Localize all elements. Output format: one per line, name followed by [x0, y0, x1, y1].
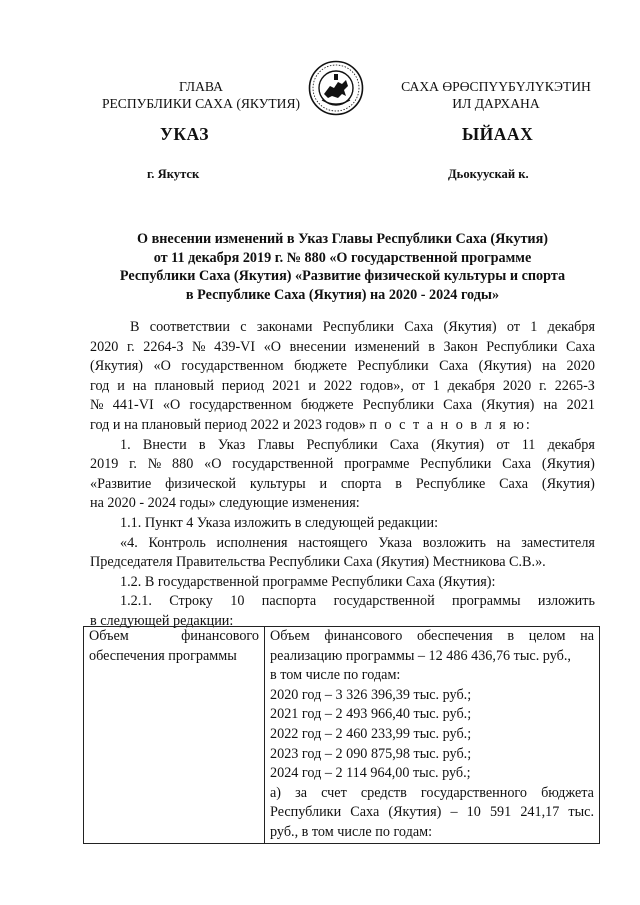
- table-cell-label: [84, 627, 265, 844]
- cell-line: Объем финансового: [89, 628, 259, 644]
- table-row: [84, 627, 600, 844]
- table-cell-value: [265, 627, 600, 844]
- cell-line: 2024 год – 2 114 964,00 тыс. руб.;: [270, 765, 471, 782]
- title-line: в Республике Саха (Якутия) на 2020 - 2024 годы»: [185, 286, 500, 303]
- financing-table: [83, 626, 600, 844]
- body-line: год и на плановый период 2022 и 2023 годов»: [90, 416, 366, 433]
- body-line: 2019 г. № 880 «О государственной программе Республики Саха (Якутия): [90, 456, 595, 473]
- body-line: 1. Внести в Указ Главы Республики Саха (Якутия) от 11 декабря: [120, 436, 595, 453]
- body-line: 1.2. В государственной программе Республики Саха (Якутия):: [120, 573, 496, 590]
- body-line: № 441-VI «О государственном бюджете Республики Саха (Якутия) на 2021: [90, 397, 595, 414]
- body-line: «Развитие физической культуры и спорта в Республике Саха (Якутия): [90, 475, 595, 492]
- cell-line: обеспечения программы: [89, 647, 237, 664]
- city-yakut: Дьокуускай к.: [448, 167, 529, 181]
- body-line: «4. Контроль исполнения настоящего Указа возложить на заместителя: [120, 534, 595, 551]
- cell-line: 2021 год – 2 493 966,40 тыс. руб.;: [270, 706, 472, 723]
- header-right-subtitle: ИЛ ДАРХАНА: [452, 96, 540, 111]
- body-line: 1.1. Пункт 4 Указа изложить в следующей редакции:: [120, 514, 439, 531]
- header-right-block: [392, 78, 600, 112]
- body-line: (Якутия) «О государственном бюджете Республики Саха (Якутия) на 2020: [90, 358, 595, 375]
- body-line-with-decree: [90, 416, 595, 436]
- body-line: 1.2.1. Строку 10 паспорта государственной программы изложить: [120, 593, 595, 610]
- decree-label-yakut: ЫЙААХ: [462, 124, 534, 144]
- cell-line: в том числе по годам:: [270, 667, 401, 684]
- body-line: год и на плановый период 2021 и 2022 годов», от 1 декабря 2020 г. 2265-З: [90, 377, 595, 394]
- decree-title: [90, 230, 595, 304]
- header-right-title: САХА ӨРӨСПҮҮБҮЛҮКЭТИН: [401, 79, 591, 94]
- cell-line: руб., в том числе по годам:: [270, 823, 433, 840]
- body-line: 2020 г. 2264-З № 439-VI «О внесении изменений в Закон Республики Саха: [90, 338, 595, 355]
- header-left-block: [70, 78, 332, 112]
- cell-line: 2022 год – 2 460 233,99 тыс. руб.;: [270, 725, 472, 742]
- cell-line: 2020 год – 3 326 396,39 тыс. руб.;: [270, 686, 472, 703]
- header-left-subtitle: РЕСПУБЛИКИ САХА (ЯКУТИЯ): [101, 96, 301, 111]
- body-line: В соответствии с законами Республики Саха (Якутия) от 1 декабря: [130, 319, 595, 335]
- city-russian: г. Якутск: [147, 167, 200, 181]
- body-line: в следующей редакции:: [90, 612, 234, 629]
- cell-line: Объем финансового обеспечения в целом на: [270, 628, 594, 644]
- header-left-title: ГЛАВА: [179, 79, 223, 94]
- cell-line: реализацию программы – 12 486 436,76 тыс. руб.,: [270, 647, 571, 664]
- title-line: Республики Саха (Якутия) «Развитие физической культуры и спорта: [119, 268, 566, 284]
- decree-body: [90, 318, 595, 632]
- decree-label-russian: УКАЗ: [160, 124, 209, 144]
- decree-word: п о с т а н о в л я ю:: [369, 416, 532, 433]
- cell-line: Республики Саха (Якутия) – 10 591 241,17 тыс.: [270, 804, 594, 821]
- cell-line: 2023 год – 2 090 875,98 тыс. руб.;: [270, 745, 472, 762]
- body-line: Председателя Правительства Республики Саха (Якутия) Местникова С.В.».: [90, 554, 546, 571]
- title-line: от 11 декабря 2019 г. № 880 «О государственной программе: [153, 249, 532, 266]
- body-line: на 2020 - 2024 годы» следующие изменения:: [90, 495, 360, 512]
- cell-line: а) за счет средств государственного бюджета: [270, 784, 594, 801]
- coat-of-arms-emblem: [308, 60, 364, 116]
- title-line: О внесении изменений в Указ Главы Республики Саха (Якутия): [137, 231, 548, 247]
